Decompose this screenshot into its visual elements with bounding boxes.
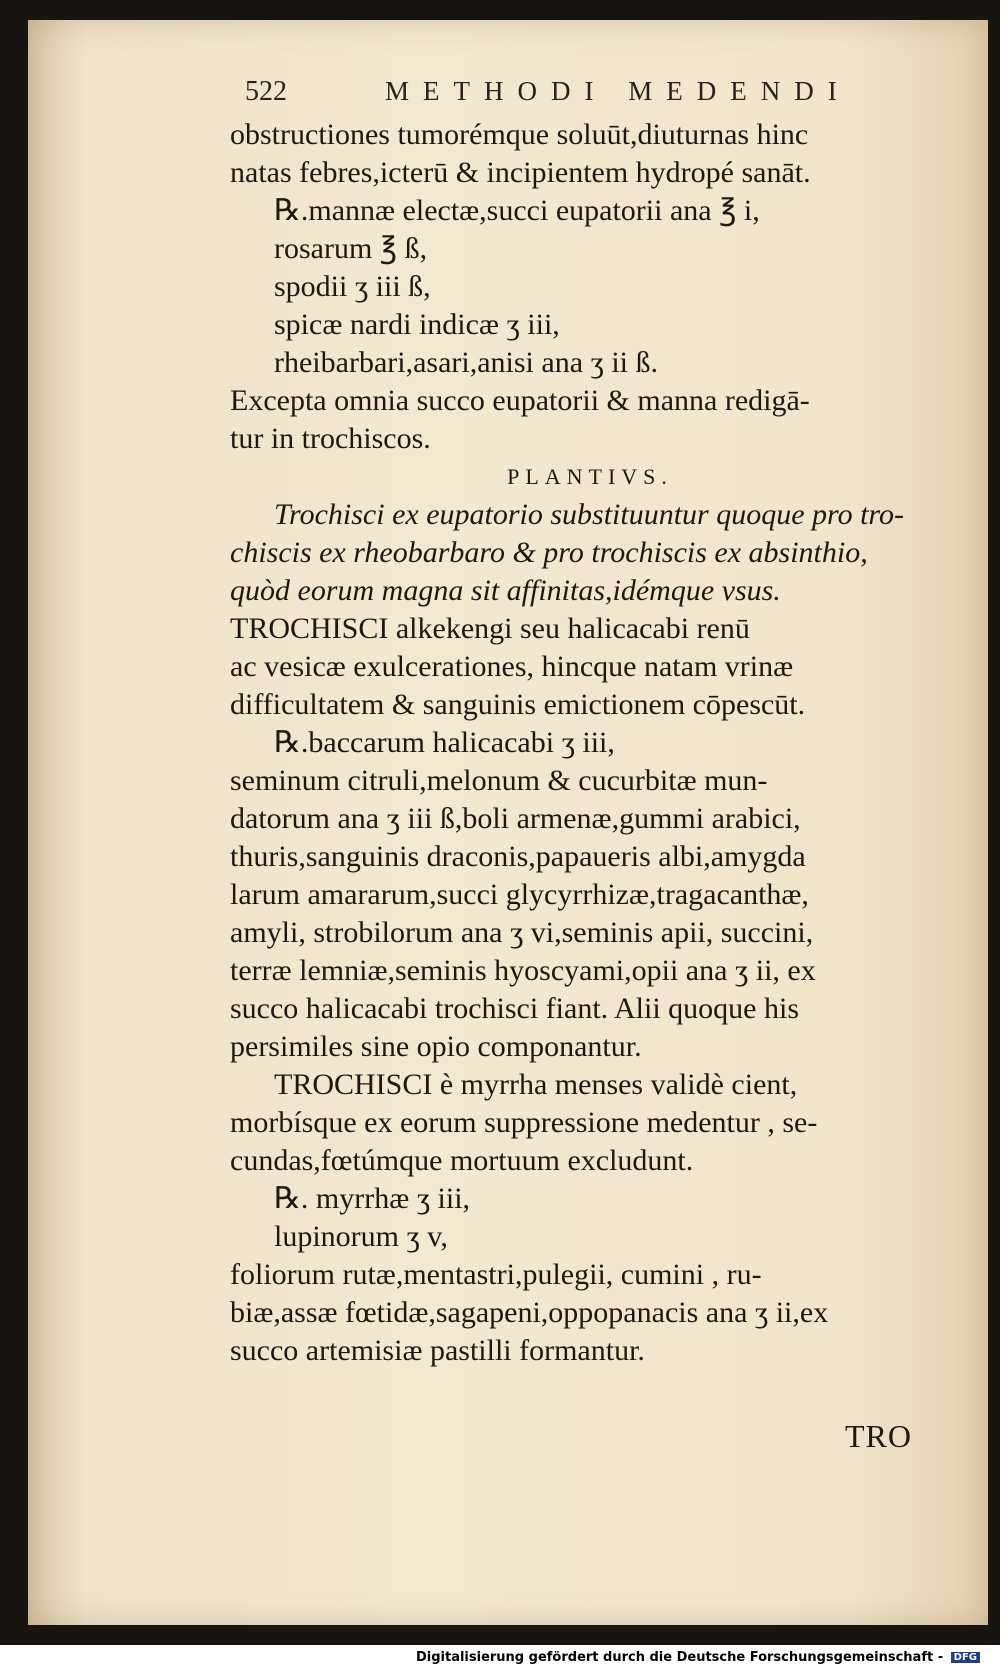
text-line: Excepta omnia succo eupatorii & manna redigā- — [230, 384, 810, 417]
recipe-line: ℞.baccarum halicacabi ʒ iii, — [274, 726, 615, 759]
text-line: ac vesicæ exulcerationes, hincque natam vrinæ — [230, 650, 794, 683]
commentary-line: chiscis ex rheobarbaro & pro trochiscis ex absinthio, — [230, 536, 868, 569]
text-line: tur in trochiscos. — [230, 422, 431, 455]
page-number: 522 — [245, 76, 287, 107]
text-line: biæ,assæ fœtidæ,sagapeni,oppopanacis ana ʒ ii,ex — [230, 1296, 829, 1329]
text-line: TROCHISCI alkekengi seu halicacabi renū — [230, 612, 750, 645]
catchword: TRO — [845, 1418, 912, 1454]
recipe-line: ℞. myrrhæ ʒ iii, — [274, 1182, 471, 1215]
recipe-line: spodii ʒ iii ß, — [274, 270, 431, 303]
page-header — [245, 70, 945, 114]
text-line: larum amararum,succi glycyrrhizæ,tragacanthæ, — [230, 878, 809, 911]
digitization-credit — [416, 1650, 980, 1665]
text-line: datorum ana ʒ iii ß,boli armenæ,gummi arabici, — [230, 802, 801, 835]
text-line: difficultatem & sanguinis emictionem cōpescūt. — [230, 688, 806, 721]
running-title: METHODI MEDENDI — [385, 76, 851, 106]
credit-text: Digitalisierung gefördert durch die Deutsche Forschungsgemeinschaft - — [415, 1650, 944, 1665]
text-line: seminum citruli,melonum & cucurbitæ mun- — [230, 764, 768, 797]
text-line: succo artemisiæ pastilli formantur. — [230, 1334, 645, 1367]
text-line: succo halicacabi trochisci fiant. Alii quoque his — [230, 992, 800, 1025]
recipe-line: rosarum ℥ ß, — [274, 232, 428, 265]
section-heading: PLANTIVS. — [507, 464, 673, 489]
text-line: natas febres,icterū & incipientem hydropé sanāt. — [230, 156, 811, 189]
text-line: persimiles sine opio componantur. — [230, 1030, 642, 1063]
recipe-line: spicæ nardi indicæ ʒ iii, — [274, 308, 560, 341]
text-line: amyli, strobilorum ana ʒ vi,seminis apii, succini, — [230, 916, 814, 949]
text-line: obstructiones tumorémque soluūt,diuturnas hinc — [230, 118, 809, 151]
recipe-line: rheibarbari,asari,anisi ana ʒ ii ß. — [274, 346, 658, 379]
text-line: cundas,fœtúmque mortuum excludunt. — [230, 1144, 694, 1177]
body-text — [230, 116, 950, 1370]
dfg-logo: DFG — [951, 1652, 980, 1663]
text-line: TROCHISCI è myrrha menses validè cient, — [274, 1068, 798, 1101]
text-line: terræ lemniæ,seminis hyoscyami,opii ana ʒ ii, ex — [230, 954, 816, 987]
text-line: foliorum rutæ,mentastri,pulegii, cumini , ru- — [230, 1258, 762, 1291]
commentary-line: Trochisci ex eupatorio substituuntur quoque pro tro- — [274, 498, 904, 531]
recipe-line: lupinorum ʒ v, — [274, 1220, 448, 1253]
text-line: morbísque ex eorum suppressione medentur , se- — [230, 1106, 818, 1139]
commentary-line: quòd eorum magna sit affinitas,idémque vsus. — [230, 574, 781, 607]
recipe-line: ℞.mannæ electæ,succi eupatorii ana ℥ i, — [274, 194, 760, 227]
text-line: thuris,sanguinis draconis,papaueris albi,amygda — [230, 840, 806, 873]
